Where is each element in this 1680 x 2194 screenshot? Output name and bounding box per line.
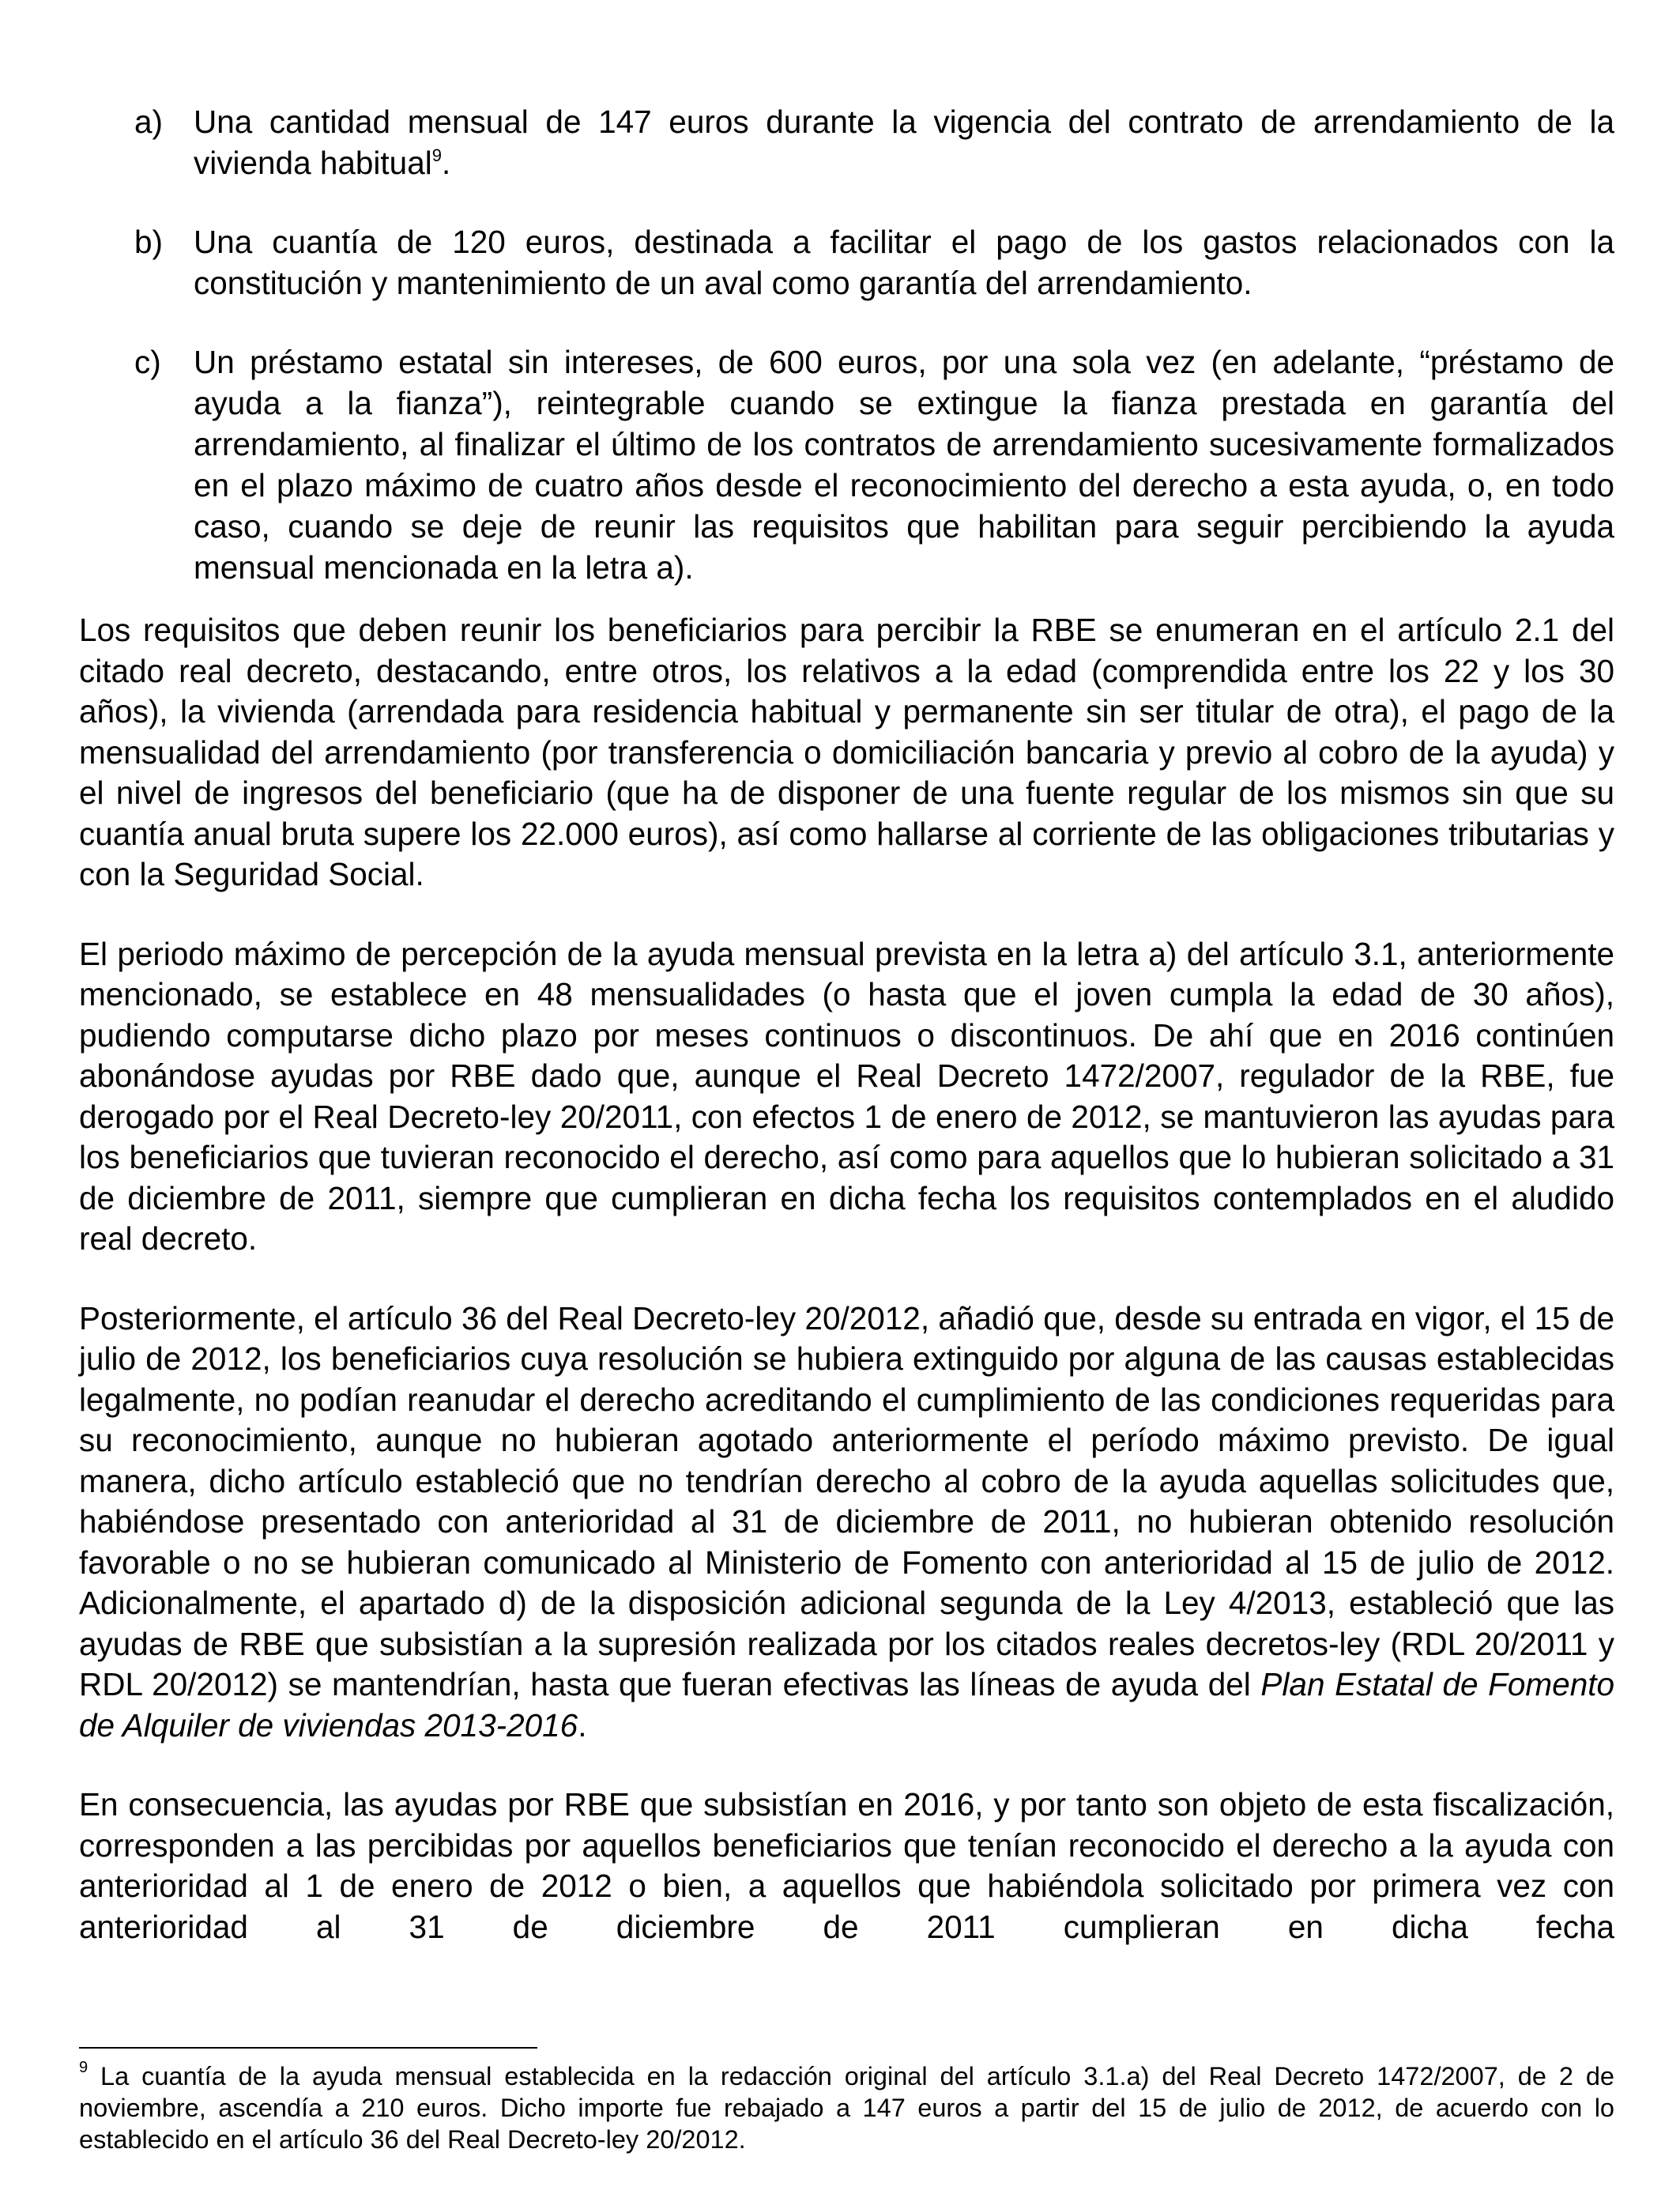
plan-title: Plan Estatal de Fomento de Alquiler de viviendas 2013-2016 (79, 1666, 1614, 1744)
paragraph-max-period: El periodo máximo de percepción de la ayuda mensual prevista en la letra a) del artículo 3.1, anteriormente mencionado, se establece en 48 mensualidades (o hasta que el joven cumpla la edad de 30 años), pudiendo computarse dicho plazo por meses continuos o discontinuos. De ahí que en 2016 continúen abonándose ayudas por RBE dado que, aunque el Real Decreto 1472/2007, regulador de la RBE, fue derogado por el Real Decreto-ley 20/2011, con efectos 1 de enero de 2012, se mantuvieron las ayudas para los beneficiarios que tuvieran reconocido el derecho, así como para aquellos que lo hubieran solicitado a 31 de diciembre de 2011, siempre que cumplieran en dicha fecha los requisitos contemplados en el aludido real decreto. (79, 935, 1614, 1257)
footnote (79, 2060, 1614, 2155)
paragraph-consequence: En consecuencia, las ayudas por RBE que subsistían en 2016, y por tanto son objeto de esta fiscalización, corresponden a las percibidas por aquellos beneficiarios que tenían reconocido el derecho a la ayuda con anterioridad al 1 de enero de 2012 o bien, a aquellos que habiéndola solicitado por primera vez con anterioridad al 31 de diciembre de 2011 cumplieran en dicha fecha (79, 1786, 1614, 1945)
paragraph-text-end: . (578, 1706, 587, 1744)
list-item-suffix: . (441, 145, 451, 181)
list-item (79, 221, 1614, 303)
paragraph-text: Posteriormente, el artículo 36 del Real Decreto-ley 20/2012, añadió que, desde su entrada en vigor, el 15 de julio de 2012, los beneficiarios cuya resolución se hubiera extinguido por alguna de las causas establecidas legalmente, no podían reanudar el derecho acreditando el cumplimiento de las condiciones requeridas para su reconocimiento, aunque no hubieran agotado anteriormente el período máximo previsto. De igual manera, dicho artículo estableció que no tendrían derecho al cobro de la ayuda aquellas solicitudes que, habiéndose presentado con anterioridad al 31 de diciembre de 2011, no hubieran obtenido resolución favorable o no se hubieran comunicado al Ministerio de Fomento con anterioridad al 15 de julio de 2012. Adicionalmente, el apartado d) de la disposición adicional segunda de la Ley 4/2013, estableció que las ayudas de RBE que subsistían a la supresión realizada por los citados reales decretos-ley (RDL 20/2011 y RDL 20/2012) se mantendrían, hasta que fueran efectivas las líneas de ayuda del (79, 1299, 1614, 1702)
list-item-text: Un préstamo estatal sin intereses, de 600 euros, por una sola vez (en adelante, “préstamo de ayuda a la fianza”), reintegrable cuando se extingue la fianza prestada en garantía del arrendamiento, al finalizar el último de los contratos de arrendamiento sucesivamente formalizados en el plazo máximo de cuatro años desde el reconocimiento del derecho a esta ayuda, o, en todo caso, cuando se deje de reunir las requisitos que habilitan para seguir percibiendo la ayuda mensual mencionada en la letra a). (194, 344, 1614, 586)
list-item-text: Una cantidad mensual de 147 euros durante la vigencia del contrato de arrendamiento de la vivienda habitual (194, 104, 1614, 181)
document-body (79, 101, 1614, 1947)
list-item (79, 341, 1614, 588)
paragraph-requirements: Los requisitos que deben reunir los beneficiarios para percibir la RBE se enumeran en el artículo 2.1 del citado real decreto, destacando, entre otros, los relativos a la edad (comprendida entre los 22 y los 30 años), la vivienda (arrendada para residencia habitual y permanente sin ser titular de otra), el pago de la mensualidad del arrendamiento (por transferencia o domiciliación bancaria y previo al cobro de la ayuda) y el nivel de ingresos del beneficiario (que ha de disponer de una fuente regular de los mismos sin que su cuantía anual bruta supere los 22.000 euros), así como hallarse al corriente de las obligaciones tributarias y con la Seguridad Social. (79, 612, 1614, 892)
aid-list (79, 101, 1614, 588)
footnote-divider (79, 2047, 537, 2049)
list-item-text: Una cuantía de 120 euros, destinada a facilitar el pago de los gastos relacionados con la constitución y mantenimiento de un aval como garantía del arrendamiento. (194, 224, 1614, 301)
list-item (79, 101, 1614, 183)
list-marker: a) (134, 104, 164, 140)
list-marker: b) (134, 224, 164, 260)
footnote-reference[interactable]: 9 (431, 145, 442, 165)
footnote-number: 9 (79, 2059, 89, 2077)
footnote-text: La cuantía de la ayuda mensual establecida en la redacción original del artículo 3.1.a) del Real Decreto 1472/2007, de 2 de noviembre, ascendía a 210 euros. Dicho importe fue rebajado a 147 euros a partir del 15 de julio de 2012, de acuerdo con lo establecido en el artículo 36 del Real Decreto-ley 20/2012. (79, 2062, 1614, 2154)
list-marker: c) (134, 344, 161, 380)
paragraph-subsequent-changes (79, 1299, 1614, 1747)
